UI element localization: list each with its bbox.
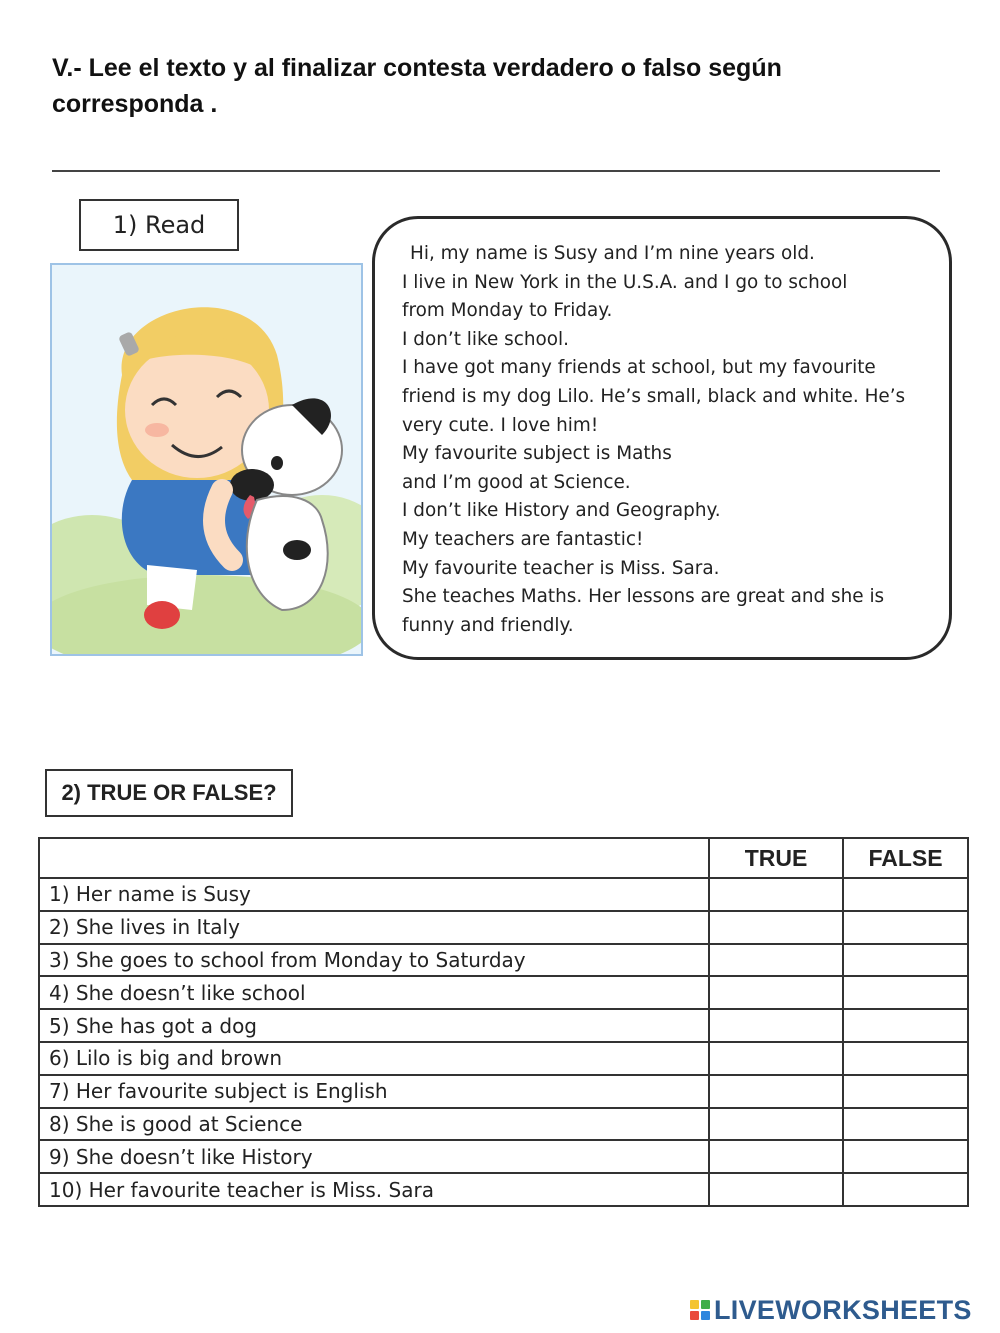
statement-cell: 5) She has got a dog	[39, 1009, 709, 1042]
true-answer-cell[interactable]	[709, 944, 843, 977]
false-answer-cell[interactable]	[843, 878, 968, 911]
false-header: FALSE	[843, 838, 968, 878]
table-row	[39, 1009, 968, 1042]
illustration-art	[52, 265, 361, 654]
false-answer-cell[interactable]	[843, 1108, 968, 1141]
true-answer-cell[interactable]	[709, 1140, 843, 1173]
read-label: 1) Read	[79, 199, 239, 251]
instructions-heading: V.- Lee el texto y al finalizar contesta verdadero o falso según corresponda .	[52, 54, 782, 118]
reading-line: She teaches Maths. Her lessons are great and she is	[402, 586, 885, 608]
statement-cell: 9) She doesn’t like History	[39, 1140, 709, 1173]
reading-line: friend is my dog Lilo. He’s small, black and white. He’s	[402, 385, 906, 407]
table-row	[39, 976, 968, 1009]
true-answer-cell[interactable]	[709, 1042, 843, 1075]
false-answer-cell[interactable]	[843, 1173, 968, 1206]
reading-line: I live in New York in the U.S.A. and I go to school	[402, 271, 848, 293]
reading-line: I don’t like school.	[402, 328, 569, 350]
table-row	[39, 1173, 968, 1206]
true-answer-cell[interactable]	[709, 1173, 843, 1206]
false-answer-cell[interactable]	[843, 1009, 968, 1042]
table-row	[39, 878, 968, 911]
reading-line: My favourite teacher is Miss. Sara.	[402, 557, 720, 579]
statement-cell: 2) She lives in Italy	[39, 911, 709, 944]
true-false-label: 2) TRUE OR FALSE?	[45, 769, 293, 817]
false-answer-cell[interactable]	[843, 1140, 968, 1173]
reading-line: funny and friendly.	[402, 614, 574, 636]
false-answer-cell[interactable]	[843, 1042, 968, 1075]
true-header: TRUE	[709, 838, 843, 878]
statement-cell: 6) Lilo is big and brown	[39, 1042, 709, 1075]
table-row	[39, 1042, 968, 1075]
true-answer-cell[interactable]	[709, 976, 843, 1009]
statement-cell: 1) Her name is Susy	[39, 878, 709, 911]
statement-cell: 7) Her favourite subject is English	[39, 1075, 709, 1108]
true-answer-cell[interactable]	[709, 911, 843, 944]
reading-line: I have got many friends at school, but my favourite	[402, 357, 876, 379]
reading-line: very cute. I love him!	[402, 414, 599, 436]
table-header-row	[39, 838, 968, 878]
reading-line: My favourite subject is Maths	[402, 443, 672, 465]
false-answer-cell[interactable]	[843, 911, 968, 944]
statement-cell: 3) She goes to school from Monday to Saturday	[39, 944, 709, 977]
brand-name: LIVEWORKSHEETS	[714, 1294, 972, 1325]
false-answer-cell[interactable]	[843, 944, 968, 977]
reading-line: and I’m good at Science.	[402, 471, 631, 493]
true-answer-cell[interactable]	[709, 1009, 843, 1042]
false-answer-cell[interactable]	[843, 1075, 968, 1108]
true-answer-cell[interactable]	[709, 878, 843, 911]
false-answer-cell[interactable]	[843, 976, 968, 1009]
reading-line: Hi, my name is Susy and I’m nine years old.	[410, 243, 815, 264]
reading-line: My teachers are fantastic!	[402, 528, 644, 550]
table-row	[39, 944, 968, 977]
reading-line: I don’t like History and Geography.	[402, 500, 721, 522]
girl-hugging-dog-illustration	[50, 263, 363, 656]
table-row	[39, 911, 968, 944]
true-false-table	[38, 837, 969, 1207]
table-row	[39, 1140, 968, 1173]
statement-cell: 10) Her favourite teacher is Miss. Sara	[39, 1173, 709, 1206]
liveworksheets-logo[interactable]	[690, 1290, 972, 1330]
true-answer-cell[interactable]	[709, 1108, 843, 1141]
reading-line: from Monday to Friday.	[402, 300, 613, 322]
true-answer-cell[interactable]	[709, 1075, 843, 1108]
reading-text	[402, 240, 922, 640]
liveworksheets-logo-icon	[690, 1300, 710, 1320]
table-row	[39, 1108, 968, 1141]
divider-line	[52, 170, 940, 172]
statement-header	[39, 838, 709, 878]
statement-cell: 4) She doesn’t like school	[39, 976, 709, 1009]
statement-cell: 8) She is good at Science	[39, 1108, 709, 1141]
table-row	[39, 1075, 968, 1108]
